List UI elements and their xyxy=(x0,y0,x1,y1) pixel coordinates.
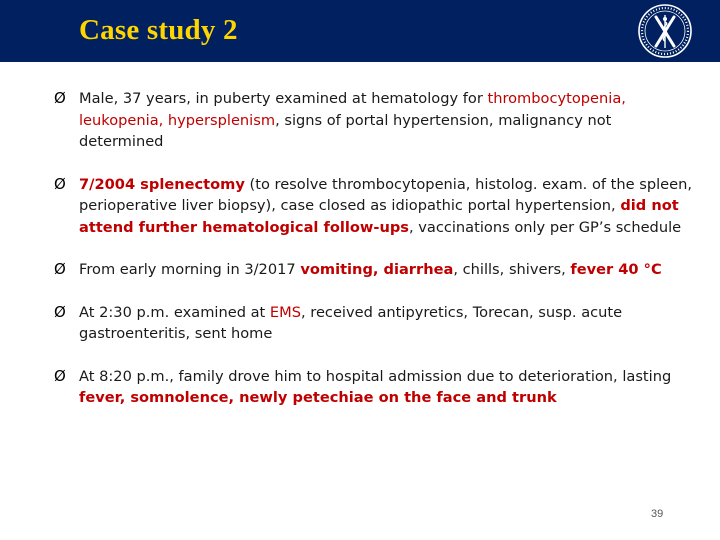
arrow-bullet-icon: Ø xyxy=(54,174,66,193)
slide-header xyxy=(0,0,720,62)
bullet-text: At 2:30 p.m. examined at xyxy=(79,303,270,321)
highlight-text: 7/2004 splenectomy xyxy=(79,175,245,193)
bullet-text: At 8:20 p.m., family drove him to hospital admission due to deterioration, lasting xyxy=(79,367,672,385)
highlight-text: fever, somnolence, newly petechiae on the face and trunk xyxy=(79,389,557,406)
arrow-bullet-icon: Ø xyxy=(54,302,66,321)
arrow-bullet-icon: Ø xyxy=(54,89,66,107)
bullet-item xyxy=(54,366,694,409)
highlight-text: did not attend further hematological follow-ups xyxy=(79,197,679,236)
arrow-bullet-icon: Ø xyxy=(54,366,66,385)
bullet-text: From early morning in 3/2017 xyxy=(79,261,301,278)
bullet-item xyxy=(54,259,694,281)
bullet-text: Male, 37 years, in puberty examined at hematology for xyxy=(79,90,488,107)
highlight-text: vomiting, diarrhea xyxy=(300,261,454,278)
bullet-text: , vaccinations only per GP’s schedule xyxy=(408,218,682,236)
bullet-text: , received antipyretics, Torecan, susp. acute gastroenteritis, sent home xyxy=(79,303,623,342)
university-seal-icon xyxy=(636,2,694,60)
bullet-item xyxy=(54,88,694,153)
bullet-item xyxy=(54,174,694,239)
bullet-item xyxy=(54,302,694,345)
bullet-list xyxy=(54,88,694,409)
bullet-text: , chills, shivers, xyxy=(453,261,571,278)
bullet-text: , signs of portal hypertension, malignancy not determined xyxy=(79,111,612,150)
page-number: 39 xyxy=(651,508,664,520)
bullet-text: (to resolve thrombocytopenia, histolog. exam. of the spleen, perioperative liver biopsy), case closed as idiopathic portal hypertension, xyxy=(79,175,693,214)
highlight-text: fever 40 °C xyxy=(570,261,662,278)
highlight-text: EMS xyxy=(269,303,301,321)
slide-title: Case study 2 xyxy=(79,14,238,46)
highlight-text: thrombocytopenia, leukopenia, hypersplenism xyxy=(79,90,626,129)
arrow-bullet-icon: Ø xyxy=(54,260,66,278)
